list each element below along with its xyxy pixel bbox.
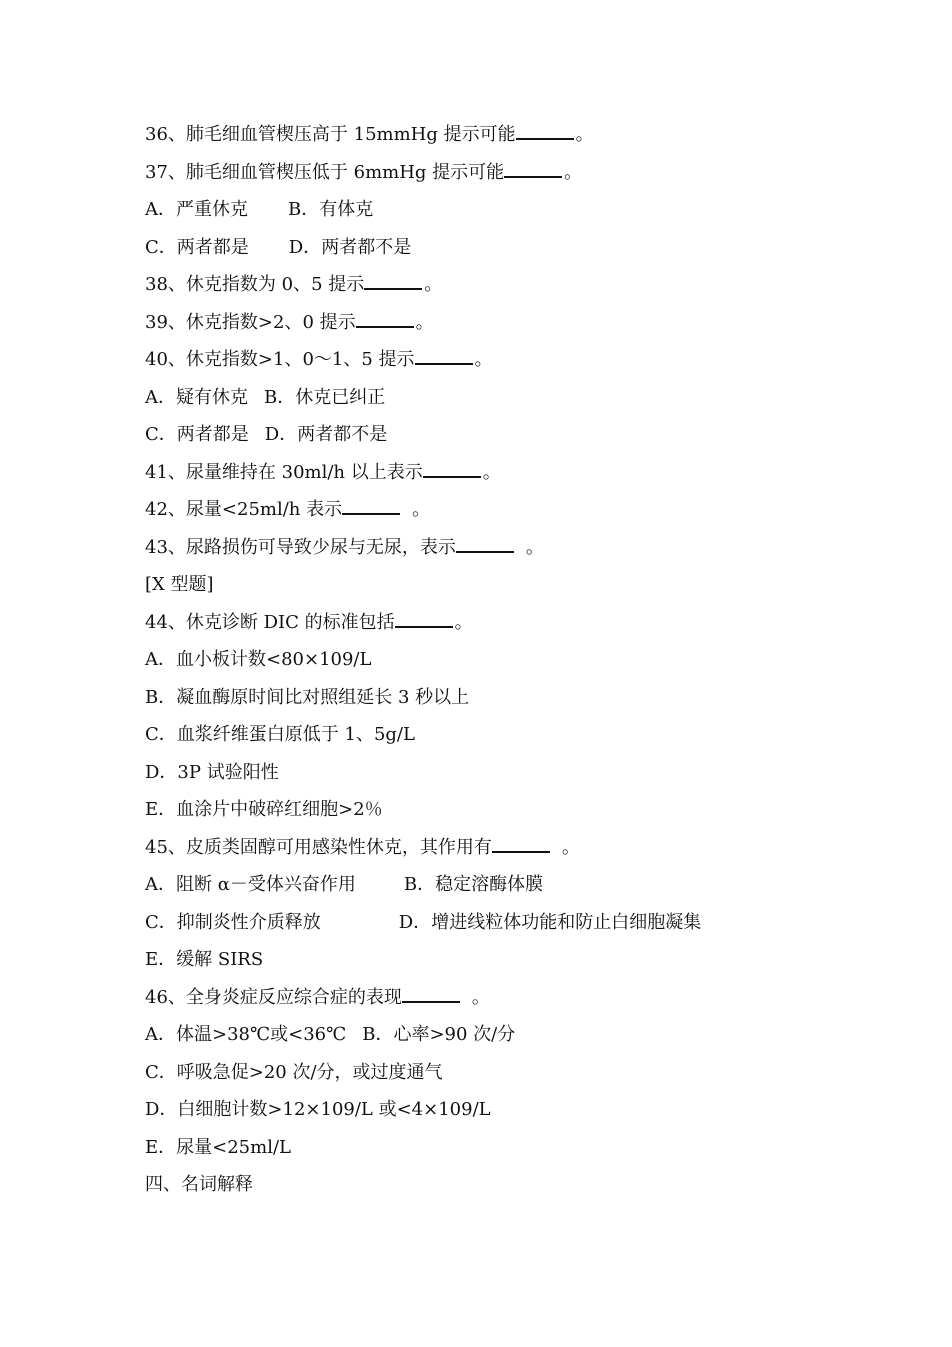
question-text: 39、休克指数>2、0 提示 — [145, 311, 356, 333]
question-42 — [145, 491, 865, 529]
question-text: 41、尿量维持在 30ml/h 以上表示 — [145, 461, 423, 483]
answer-blank — [516, 137, 574, 140]
option-e: E．缓解 SIRS — [145, 949, 264, 970]
answer-blank — [402, 1000, 460, 1003]
option-a: A．体温>38℃或<36℃ — [145, 1024, 347, 1045]
question-end: 。 — [415, 311, 434, 333]
options-row — [145, 866, 865, 904]
question-37 — [145, 154, 865, 192]
question-45 — [145, 829, 865, 867]
question-end: 。 — [564, 161, 583, 183]
option-b: B．凝血酶原时间比对照组延长 3 秒以上 — [145, 686, 470, 708]
question-text: 37、肺毛细血管楔压低于 6mmHg 提示可能 — [145, 161, 505, 183]
answer-blank — [342, 512, 400, 515]
option-d: D．白细胞计数>12×109/L 或<4×109/L — [145, 1099, 491, 1120]
answer-blank — [492, 850, 550, 853]
question-list — [145, 116, 865, 1204]
option-b: B．有体克 — [288, 199, 374, 220]
question-46 — [145, 979, 865, 1017]
question-end: 。 — [412, 499, 431, 520]
question-text: 42、尿量<25ml/h 表示 — [145, 499, 343, 520]
option-c: C．两者都是 — [145, 424, 249, 445]
answer-blank — [415, 362, 473, 365]
answer-blank — [395, 625, 453, 628]
option-b: B．心率>90 次/分 — [362, 1024, 516, 1045]
question-end: 。 — [454, 611, 473, 633]
option-e: E．尿量<25ml/L — [145, 1136, 291, 1158]
question-40 — [145, 341, 865, 379]
question-43 — [145, 529, 865, 567]
question-text: 45、皮质类固醇可用感染性休克，其作用有 — [145, 836, 492, 858]
option-a: A．阻断 α－受体兴奋作用 — [145, 874, 356, 895]
option-c: C．两者都是 — [145, 236, 249, 258]
answer-blank — [504, 175, 562, 178]
options-row — [145, 191, 865, 229]
question-text: 43、尿路损伤可导致少尿与无尿，表示 — [145, 536, 456, 558]
options-row — [145, 379, 865, 417]
question-38 — [145, 266, 865, 304]
option-d: D．3P 试验阳性 — [145, 761, 279, 783]
answer-blank — [356, 325, 414, 328]
answer-blank — [456, 550, 514, 553]
question-39 — [145, 304, 865, 342]
question-text: 38、休克指数为 0、5 提示 — [145, 274, 365, 295]
question-36 — [145, 116, 865, 154]
question-end: 。 — [424, 274, 443, 295]
question-text: 46、全身炎症反应综合症的表现 — [145, 986, 402, 1008]
option-b: B．休克已纠正 — [264, 386, 386, 408]
question-44 — [145, 604, 865, 642]
section-heading-term-definitions: 四、名词解释 — [145, 1174, 253, 1195]
answer-blank — [423, 475, 481, 478]
answer-blank — [364, 287, 422, 290]
option-a: A．疑有休克 — [145, 386, 248, 408]
options-row — [145, 904, 865, 942]
section-heading-x-type: [X 型题] — [145, 574, 214, 595]
options-row — [145, 416, 865, 454]
question-text: 44、休克诊断 DIC 的标准包括 — [145, 611, 395, 633]
option-a: A．严重休克 — [145, 199, 248, 220]
option-d: D．两者都不是 — [288, 236, 412, 258]
question-end: 。 — [474, 349, 493, 370]
option-b: B．稳定溶酶体膜 — [403, 874, 544, 895]
question-text: 36、肺毛细血管楔压高于 15mmHg 提示可能 — [145, 124, 516, 145]
options-row — [145, 1016, 865, 1054]
question-end: 。 — [561, 836, 580, 858]
option-a: A．血小板计数<80×109/L — [145, 649, 372, 670]
question-end: 。 — [471, 986, 490, 1008]
option-c: C．呼吸急促>20 次/分，或过度通气 — [145, 1061, 443, 1083]
option-c: C．抑制炎性介质释放 — [145, 911, 321, 933]
option-c: C．血浆纤维蛋白原低于 1、5g/L — [145, 724, 415, 745]
question-text: 40、休克指数>1、0～1、5 提示 — [145, 349, 415, 370]
option-e: E．血涂片中破碎红细胞>2％ — [145, 799, 383, 820]
option-d: D．增进线粒体功能和防止白细胞凝集 — [398, 911, 702, 933]
question-end: 。 — [525, 536, 544, 558]
question-end: 。 — [575, 124, 594, 145]
question-41 — [145, 454, 865, 492]
option-d: D．两者都不是 — [264, 424, 388, 445]
question-end: 。 — [482, 461, 501, 483]
options-row — [145, 229, 865, 267]
